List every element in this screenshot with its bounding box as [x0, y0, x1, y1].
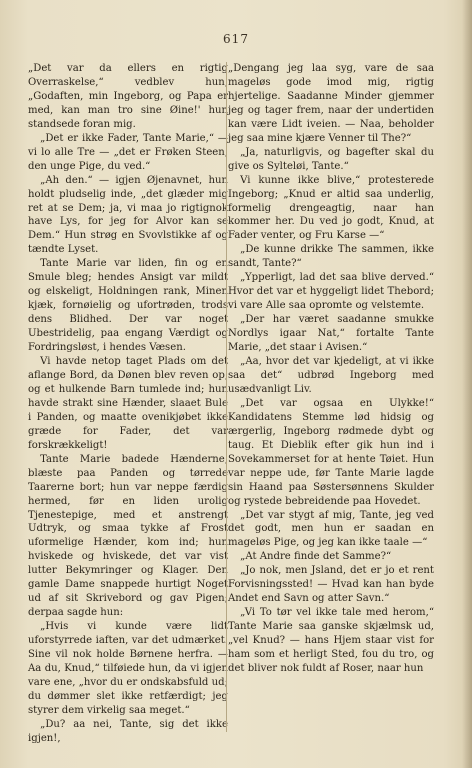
paragraph: Vi kunne ikke blive,“ protesterede Ingeborg; „Knud er altid saa underlig, formelig drengeagtig, naar han kommer her. Du ved jo godt, Knud, at Fader venter, og Fru Karse —“ — [228, 174, 434, 242]
column-divider — [226, 62, 227, 732]
left-column — [28, 62, 228, 746]
paragraph: „Dengang jeg laa syg, vare de saa mageløs gode imod mig, rigtig hjertelige. Saadanne Minder gjemmer jeg og tager frem, naar der undertiden kan være Lidt iveien. — Naa, beholder jeg saa mine kjære Venner til The?“ — [228, 63, 434, 144]
paragraph: Tante Marie var liden, fin og en Smule bleg; hendes Ansigt var mildt og elskeligt, Holdningen rank, Minen kjæk, fornøielig og ufortrøden, trods dens Blidhed. Der var noget Ubestridelig, paa engang Værdigt og Fordringsløst, i hendes Væsen. — [28, 258, 228, 354]
paragraph: „Det var ogsaa en Ulykke!“ Kandidatens Stemme lød hidsig og ærgerlig, Ingeborg rødmede dybt og taug. Et Dieblik efter gik hun ind i Sovekammerset for at hente Tøiet. Hun var neppe ude, før Tante Marie lagde sin Haand paa Søstersønnens Skulder og rystede bebreidende paa Hovedet. — [228, 397, 434, 507]
paragraph: „Det var stygt af mig, Tante, jeg ved det godt, men hun er saadan en mageløs Pige, og jeg kan ikke taale —“ — [228, 509, 434, 549]
paragraph: Tante Marie badede Hænderne, blæste paa Panden og tørrede Taarerne bort; hun var neppe færdig hermed, før en liden urolig Tjenestepige, med et anstrengt Udtryk, og smaa tykke af Frost uformelige Hænder, kom ind; hun hviskede og hviskede, det var vist lutter Bekymringer og Klager. Den gamle Dame snappede hurtigt Noget ud af sit Skrivebord og gav Pigen; derpaa sagde hun: — [28, 453, 228, 619]
paragraph: Vi havde netop taget Plads om det aflange Bord, da Dønen blev reven op, og et hulkende Barn tumlede ind; hun havde strakt sine Hænder, slaaet Bule i Panden, og maatte ovenikjøbet ikke græde for Fader, det var forskrækkeligt! — [28, 356, 228, 451]
paragraph: „At Andre finde det Samme?“ — [240, 551, 392, 563]
paragraph: „De kunne drikke The sammen, ikke sandt, Tante?“ — [228, 244, 434, 270]
paragraph: „Jo nok, men Jsland, det er jo et rent Forvisningssted! — Hvad kan han byde Andet end Savn og atter Savn.“ — [228, 565, 434, 605]
paragraph: „Det er ikke Fader, Tante Marie,“ — vi lo alle Tre — „det er Frøken Steen, den unge Pige, du ved.“ — [28, 132, 228, 172]
paragraph: „Hvis vi kunde være lidt uforstyrrede iaften, var det udmærket. Sine vil nok holde Børnene herfra. — Aa du, Knud,“ tilføiede hun, da vi igjen vare ene, „hvor du er ondskabsfuld ud; du dømmer slet ikke retfærdigt; jeg styrer dem virkelig saa meget.“ — [28, 621, 228, 716]
paragraph: „Ah den.“ — igjen Øjenavnet, hun holdt pludselig inde, „det glæder mig ret at se Dem; ja, vi maa jo rigtignok have Lys, for jeg for Alvor kan se Dem.“ Hun strøg en Svovlstikke af og tændte Lyset. — [28, 174, 228, 256]
page-number: 617 — [223, 32, 249, 46]
paragraph: „Du? aa nei, Tante, sig det ikke igjen!, — [28, 718, 228, 744]
right-column — [228, 62, 434, 676]
paragraph: „Der har været saadanne smukke Nordlys igaar Nat,“ fortalte Tante Marie, „det staar i Avisen.“ — [228, 314, 434, 354]
spine-shadow — [462, 0, 472, 768]
paragraph: „Det var da ellers en rigtig Overraskelse,“ vedblev hun, „Godaften, min Ingeborg, og Papa er med, kan man tro sine Øine!' hun standsede foran mig. — [28, 63, 228, 130]
paragraph: „Aa, hvor det var kjedeligt, at vi ikke saa det“ udbrød Ingeborg med usædvanligt Liv. — [228, 356, 434, 395]
paragraph: „Ypperligt, lad det saa blive derved.“ Hvor det var et hyggeligt lidet Thebord; vi vare Alle saa opromte og velstemte. — [228, 272, 434, 312]
paragraph: „Vi To tør vel ikke tale med herom,“ Tante Marie saa ganske skjælmsk ud, „vel Knud? — hans Hjem staar vist for ham som et herligt Sted, fou du tro, og det bliver nok fuldt af Roser, naar hun — [228, 607, 434, 674]
paragraph: „Ja, naturligvis, og bagefter skal du give os Sylteløi, Tante.“ — [228, 146, 434, 172]
